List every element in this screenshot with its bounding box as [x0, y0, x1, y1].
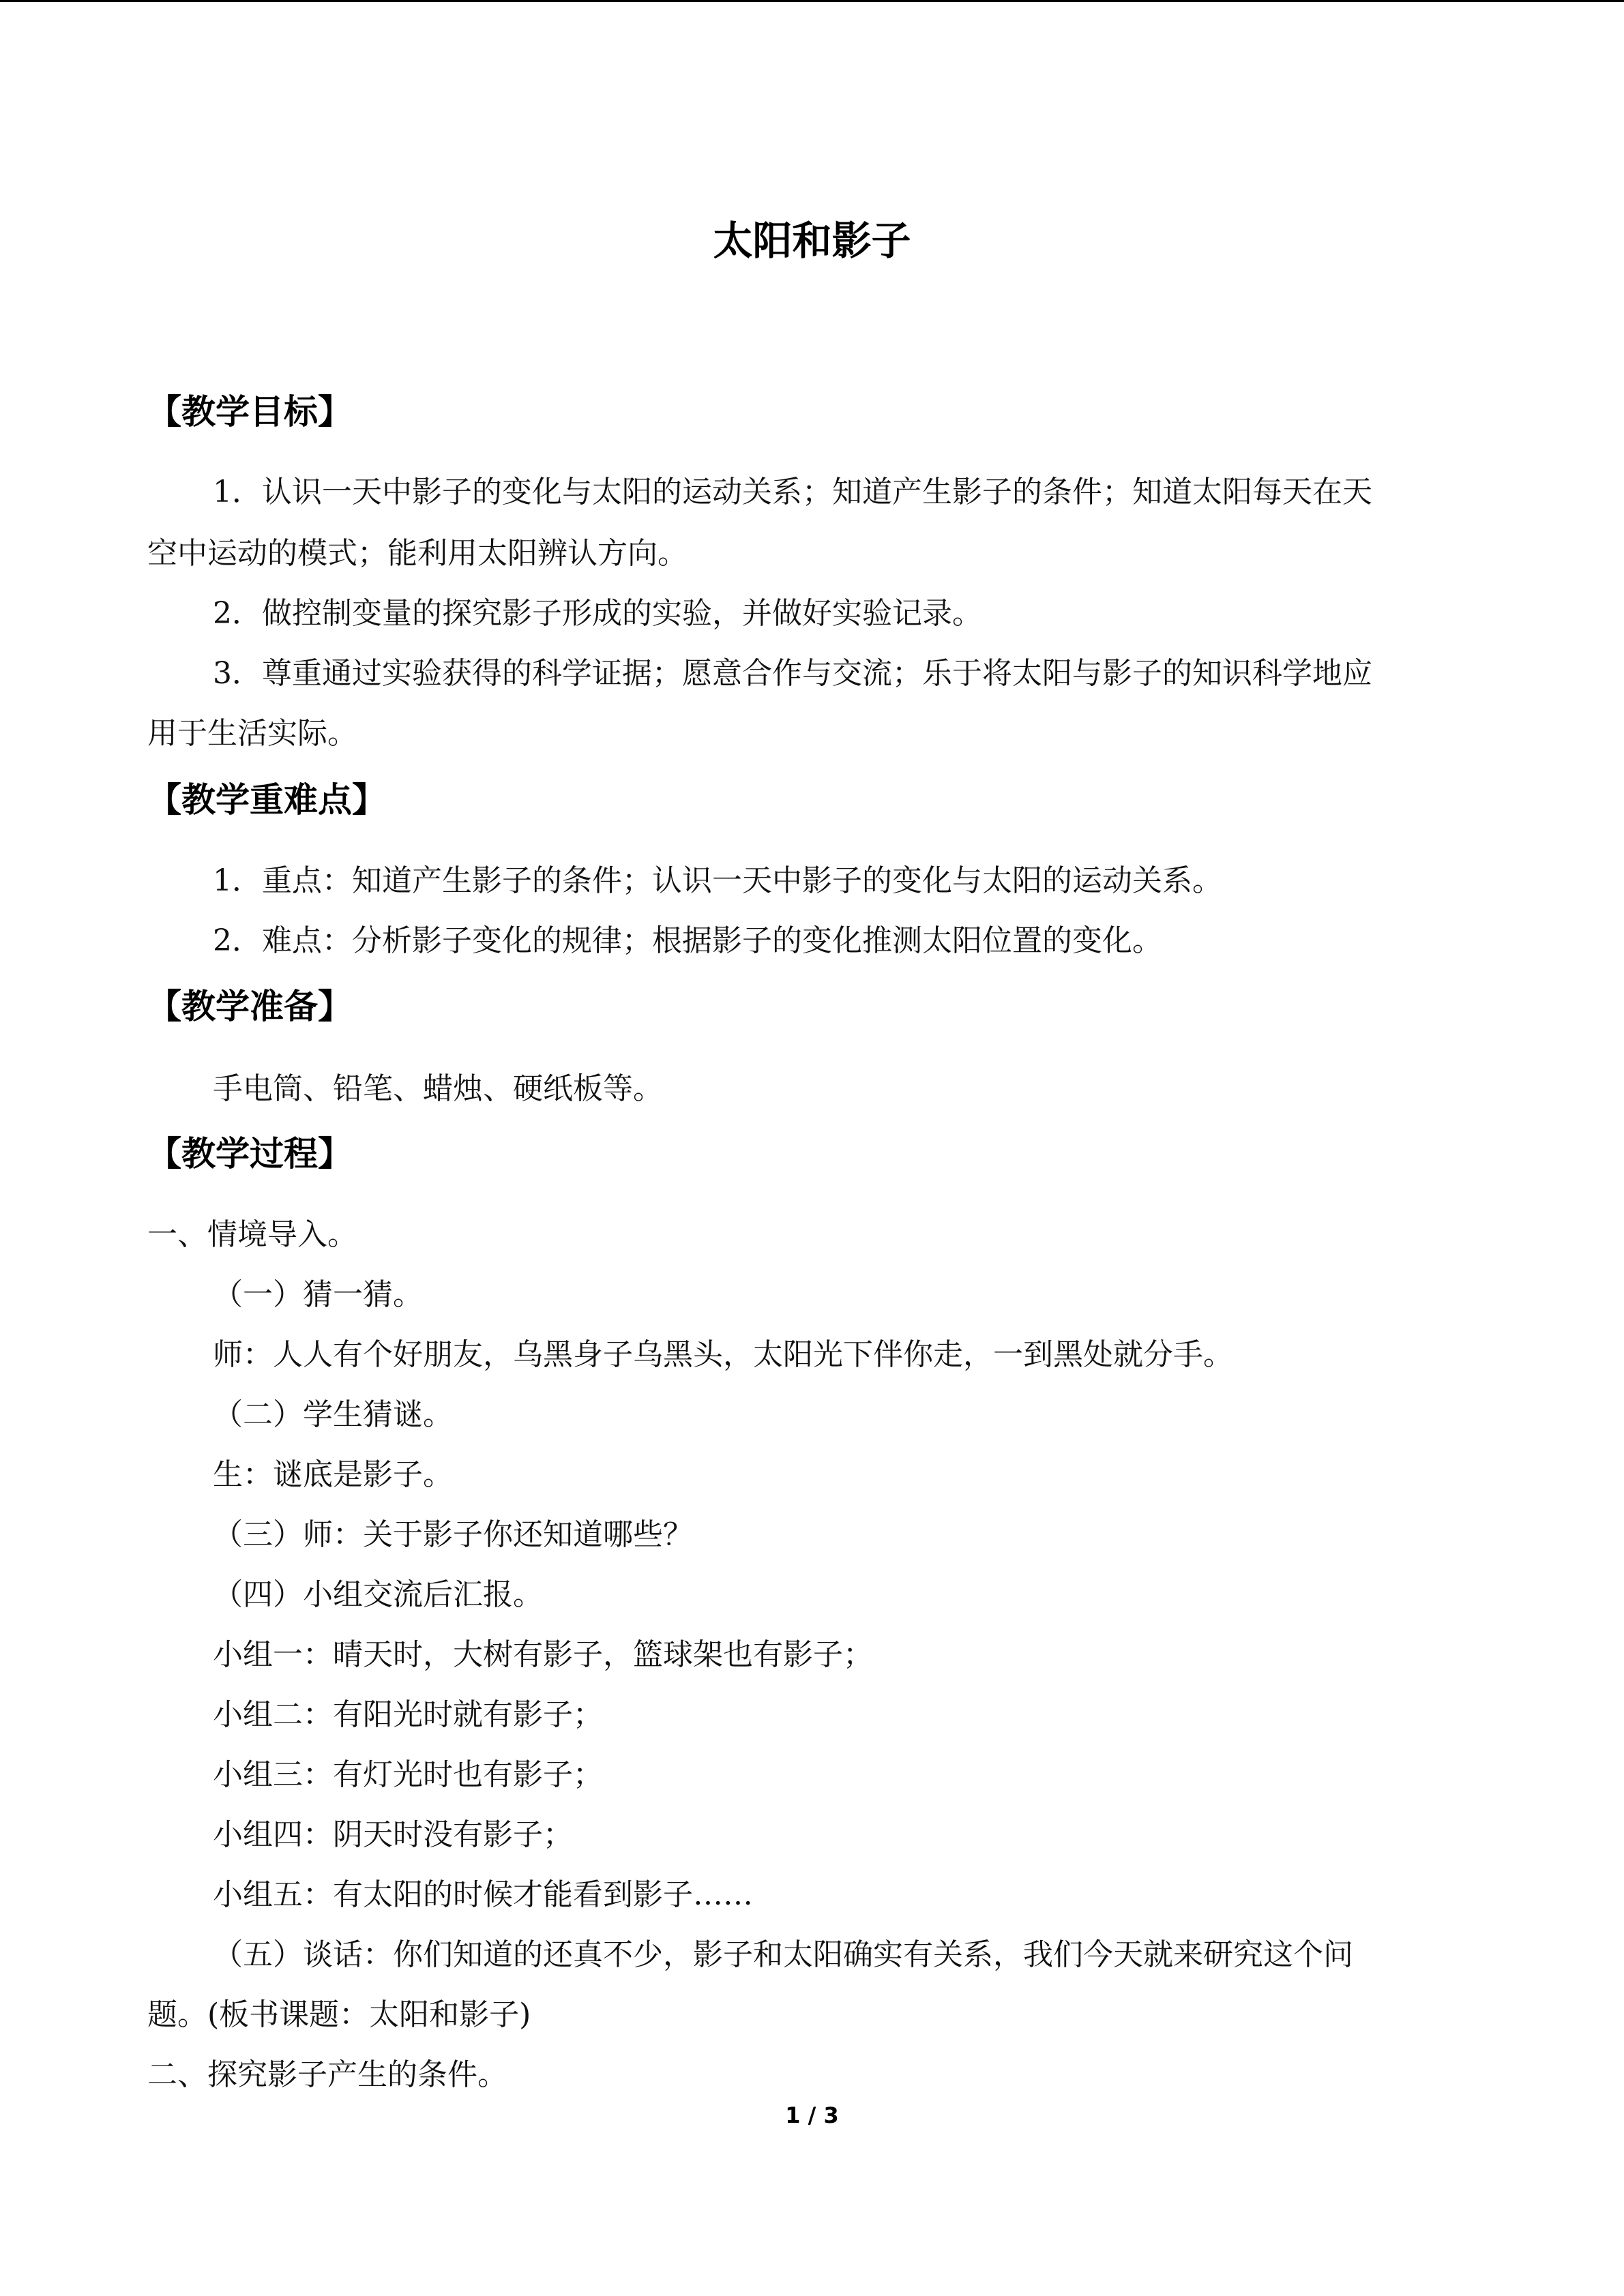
process-step-2-text: 生：谜底是影子。 — [213, 1457, 453, 1492]
group-report-4: 小组四：阴天时没有影子； — [213, 1817, 573, 1852]
page-title: 太阳和影子 — [713, 218, 911, 264]
process-step-4: （四）小组交流后汇报。 — [213, 1577, 543, 1612]
goals-item-3-line-2: 用于生活实际。 — [147, 716, 357, 751]
process-step-3: （三）师：关于影子你还知道哪些？ — [213, 1517, 693, 1552]
top-border-line — [0, 0, 1624, 2]
group-report-5: 小组五：有太阳的时候才能看到影子…… — [213, 1877, 753, 1912]
group-report-1: 小组一：晴天时，大树有影子，篮球架也有影子； — [213, 1637, 873, 1672]
key-point-1: 1．重点：知道产生影子的条件；认识一天中影子的变化与太阳的运动关系。 — [213, 863, 1222, 898]
goals-item-1-line-2: 空中运动的模式；能利用太阳辨认方向。 — [147, 536, 688, 571]
process-step-5-line-1: （五）谈话：你们知道的还真不少，影子和太阳确实有关系，我们今天就来研究这个问 — [213, 1937, 1353, 1972]
goals-item-3-line-1: 3．尊重通过实验获得的科学证据；愿意合作与交流；乐于将太阳与影子的知识科学地应 — [213, 656, 1372, 691]
process-step-2: （二）学生猜谜。 — [213, 1397, 453, 1432]
goals-item-2: 2．做控制变量的探究影子形成的实验，并做好实验记录。 — [213, 596, 982, 631]
preparation-text: 手电筒、铅笔、蜡烛、硬纸板等。 — [213, 1071, 663, 1106]
section-heading-goals: 【教学目标】 — [147, 392, 352, 432]
section-heading-process: 【教学过程】 — [147, 1134, 352, 1174]
group-report-2: 小组二：有阳光时就有影子； — [213, 1697, 603, 1732]
section-heading-preparation: 【教学准备】 — [147, 987, 352, 1026]
key-point-2: 2．难点：分析影子变化的规律；根据影子的变化推测太阳位置的变化。 — [213, 923, 1162, 958]
process-step-1-text: 师：人人有个好朋友，乌黑身子乌黑头，太阳光下伴你走，一到黑处就分手。 — [213, 1337, 1233, 1372]
process-part-2: 二、探究影子产生的条件。 — [147, 2057, 507, 2092]
process-step-1: （一）猜一猜。 — [213, 1277, 423, 1312]
page-number: 1 / 3 — [785, 2102, 839, 2128]
goals-item-1-line-1: 1．认识一天中影子的变化与太阳的运动关系；知道产生影子的条件；知道太阳每天在天 — [213, 475, 1372, 509]
section-heading-key-points: 【教学重难点】 — [147, 780, 386, 820]
group-report-3: 小组三：有灯光时也有影子； — [213, 1757, 603, 1792]
process-step-5-line-2: 题。(板书课题：太阳和影子) — [147, 1997, 531, 2032]
process-part-1: 一、情境导入。 — [147, 1217, 357, 1252]
